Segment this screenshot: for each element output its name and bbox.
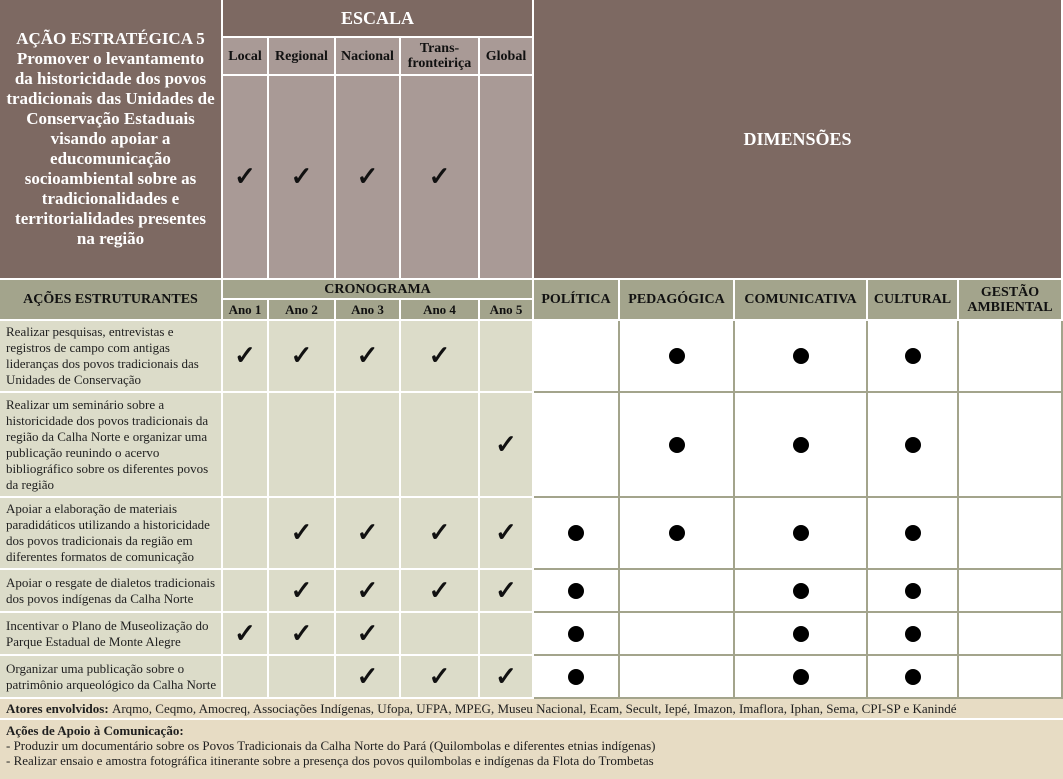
check-icon: ✓ <box>428 162 451 191</box>
year-cell <box>480 498 534 570</box>
support-actions <box>0 720 1063 779</box>
check-icon: ✓ <box>495 661 517 691</box>
year-cell <box>480 570 534 613</box>
dot-icon <box>568 626 584 642</box>
support-label: Ações de Apoio à Comunicação: <box>6 723 184 738</box>
year-cell <box>269 570 336 613</box>
dimension-cell <box>620 393 735 498</box>
dot-icon <box>568 525 584 541</box>
actors-row <box>0 699 1063 720</box>
year-cell <box>336 393 401 498</box>
dimension-cell <box>868 498 959 570</box>
dimension-cell <box>868 613 959 656</box>
action-title: AÇÃO ESTRATÉGICA 5 <box>16 29 205 48</box>
year-cell <box>223 570 269 613</box>
year-cell <box>480 656 534 699</box>
check-icon: ✓ <box>290 575 313 605</box>
schedule-title: CRONOGRAMA <box>223 280 534 300</box>
dimension-cell <box>735 321 868 393</box>
dimension-cell <box>620 321 735 393</box>
dimensions-title: DIMENSÕES <box>534 0 1063 280</box>
dim-col-cultural: CULTURAL <box>868 280 959 321</box>
dimension-cell <box>868 656 959 699</box>
scale-col-regional: Regional <box>269 38 336 76</box>
year-cell <box>269 498 336 570</box>
year-cell <box>401 498 480 570</box>
dimension-cell <box>735 498 868 570</box>
dimension-cell <box>868 570 959 613</box>
year-cell <box>336 570 401 613</box>
year-cell <box>223 613 269 656</box>
check-icon: ✓ <box>428 518 451 547</box>
check-icon: ✓ <box>356 575 379 605</box>
scale-check-nacional <box>336 76 401 280</box>
dot-icon <box>905 626 921 642</box>
dimension-cell <box>620 498 735 570</box>
check-icon: ✓ <box>290 162 313 191</box>
check-icon: ✓ <box>495 518 517 547</box>
year-col-2: Ano 2 <box>269 300 336 321</box>
dot-icon <box>669 437 685 453</box>
year-cell <box>223 393 269 498</box>
scale-check-global <box>480 76 534 280</box>
year-col-5: Ano 5 <box>480 300 534 321</box>
dimension-cell <box>534 393 620 498</box>
year-cell <box>401 613 480 656</box>
year-cell <box>401 570 480 613</box>
year-col-4: Ano 4 <box>401 300 480 321</box>
action-description: Promover o levantamento da historicidade dos povos tradicionais das Unidades de Conservação Estaduais visando apoiar a educomunicação socioambiental sobre as tradicionalidades e territorialidades presentes na região <box>6 49 215 248</box>
check-icon: ✓ <box>495 575 517 605</box>
check-icon: ✓ <box>356 661 379 691</box>
action-text: Apoiar a elaboração de materiais paradidáticos utilizando a historicidade dos povos tradicionais da região em diferentes formatos de comunicação <box>0 498 223 570</box>
dot-icon <box>568 583 584 599</box>
dim-col-gestao-ambiental: GESTÃO AMBIENTAL <box>959 280 1063 321</box>
year-cell <box>223 498 269 570</box>
year-cell <box>480 321 534 393</box>
dot-icon <box>793 669 809 685</box>
dot-icon <box>905 348 921 364</box>
action-text: Realizar pesquisas, entrevistas e registros de campo com antigas lideranças dos povos tradicionais das Unidades de Conservação <box>0 321 223 393</box>
year-cell <box>336 321 401 393</box>
dot-icon <box>793 437 809 453</box>
actions-header: AÇÕES ESTRUTURANTES <box>0 280 223 321</box>
support-item-1: - Produzir um documentário sobre os Povos Tradicionais da Calha Norte do Pará (Quilombolas e diferentes etnias indígenas) <box>6 738 656 753</box>
scale-check-regional <box>269 76 336 280</box>
check-icon: ✓ <box>356 618 379 648</box>
dot-icon <box>568 669 584 685</box>
year-cell <box>401 656 480 699</box>
dimension-cell <box>620 613 735 656</box>
check-icon: ✓ <box>234 341 256 370</box>
scale-col-transfronteirica: Trans-fronteiriça <box>401 38 480 76</box>
year-col-3: Ano 3 <box>336 300 401 321</box>
check-icon: ✓ <box>428 575 451 605</box>
check-icon: ✓ <box>290 618 313 648</box>
dimension-cell <box>959 570 1063 613</box>
dimension-cell <box>735 570 868 613</box>
check-icon: ✓ <box>495 429 517 459</box>
year-cell <box>401 321 480 393</box>
year-cell <box>223 321 269 393</box>
dot-icon <box>669 348 685 364</box>
check-icon: ✓ <box>428 341 451 370</box>
year-cell <box>269 321 336 393</box>
dot-icon <box>793 525 809 541</box>
dot-icon <box>905 437 921 453</box>
actors-text: Arqmo, Ceqmo, Amocreq, Associações Indígenas, Ufopa, UFPA, MPEG, Museu Nacional, Ecam, Secult, Iepé, Imazon, Imaflora, Iphan, Sema, CPI-SP e Kanindé <box>111 701 957 716</box>
check-icon: ✓ <box>290 518 313 547</box>
year-cell <box>223 656 269 699</box>
dimension-cell <box>620 570 735 613</box>
dot-icon <box>905 669 921 685</box>
scale-col-global: Global <box>480 38 534 76</box>
year-cell <box>269 656 336 699</box>
dot-icon <box>793 626 809 642</box>
check-icon: ✓ <box>234 618 256 648</box>
scale-col-nacional: Nacional <box>336 38 401 76</box>
year-cell <box>336 656 401 699</box>
dot-icon <box>669 525 685 541</box>
dot-icon <box>905 525 921 541</box>
dimension-cell <box>959 656 1063 699</box>
dimension-cell <box>735 613 868 656</box>
year-cell <box>336 498 401 570</box>
dot-icon <box>905 583 921 599</box>
dimension-cell <box>620 656 735 699</box>
dimension-cell <box>735 656 868 699</box>
year-cell <box>480 393 534 498</box>
support-item-2: - Realizar ensaio e amostra fotográfica itinerante sobre a presença dos povos quilombolas e indígenas da Flota do Trombetas <box>6 753 654 768</box>
action-text: Organizar uma publicação sobre o patrimônio arqueológico da Calha Norte <box>0 656 223 699</box>
action-text: Incentivar o Plano de Museolização do Parque Estadual de Monte Alegre <box>0 613 223 656</box>
dimension-cell <box>868 393 959 498</box>
year-cell <box>336 613 401 656</box>
year-cell <box>401 393 480 498</box>
scale-title: ESCALA <box>223 0 534 38</box>
check-icon: ✓ <box>356 518 379 547</box>
dim-col-pedagogica: PEDAGÓGICA <box>620 280 735 321</box>
dimension-cell <box>534 570 620 613</box>
check-icon: ✓ <box>290 341 313 370</box>
dimension-cell <box>959 393 1063 498</box>
dimension-cell <box>959 613 1063 656</box>
actors-label: Atores envolvidos: <box>6 701 109 716</box>
action-description-cell <box>0 0 223 280</box>
scale-check-transfronteirica <box>401 76 480 280</box>
year-cell <box>480 613 534 656</box>
check-icon: ✓ <box>428 661 451 691</box>
year-cell <box>269 613 336 656</box>
scale-col-local: Local <box>223 38 269 76</box>
action-text: Apoiar o resgate de dialetos tradicionais dos povos indígenas da Calha Norte <box>0 570 223 613</box>
dimension-cell <box>959 498 1063 570</box>
check-icon: ✓ <box>356 162 379 191</box>
year-cell <box>269 393 336 498</box>
dimension-cell <box>735 393 868 498</box>
dim-col-politica: POLÍTICA <box>534 280 620 321</box>
dimension-cell <box>868 321 959 393</box>
action-text: Realizar um seminário sobre a historicidade dos povos tradicionais da região da Calha Norte e organizar uma publicação reunindo o acervo bibliográfico sobre os diferentes povos da região <box>0 393 223 498</box>
year-col-1: Ano 1 <box>223 300 269 321</box>
dot-icon <box>793 583 809 599</box>
dim-col-comunicativa: COMUNICATIVA <box>735 280 868 321</box>
dimension-cell <box>959 321 1063 393</box>
dimension-cell <box>534 321 620 393</box>
dimension-cell <box>534 656 620 699</box>
dimension-cell <box>534 498 620 570</box>
check-icon: ✓ <box>234 162 256 191</box>
dimension-cell <box>534 613 620 656</box>
dot-icon <box>793 348 809 364</box>
check-icon: ✓ <box>356 341 379 370</box>
scale-check-local <box>223 76 269 280</box>
